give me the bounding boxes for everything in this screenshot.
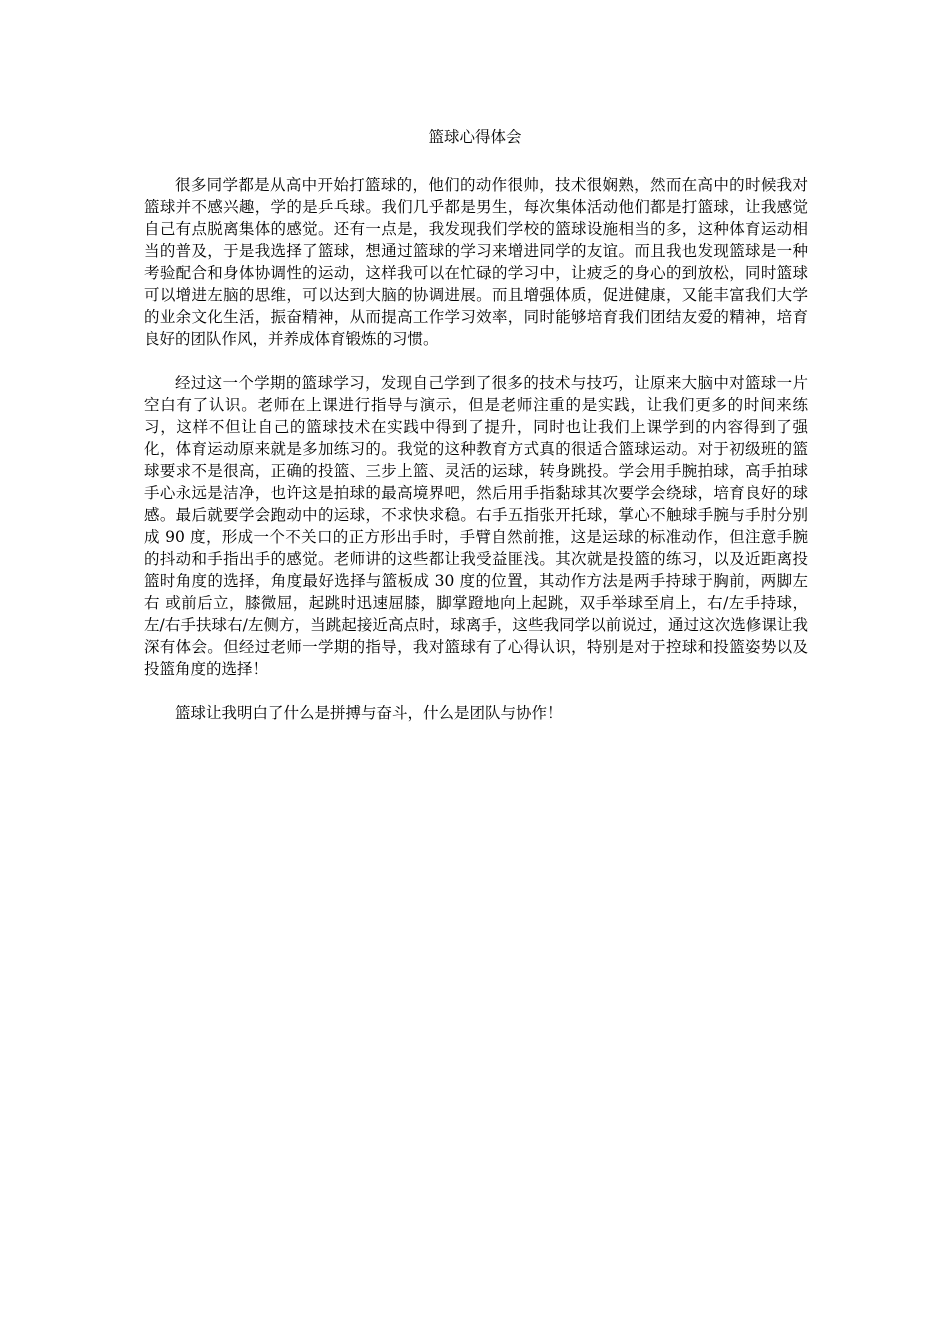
paragraph-2: 经过这一个学期的篮球学习，发现自己学到了很多的技术与技巧，让原来大脑中对篮球一片空白有了认识。老师在上课进行指导与演示，但是老师注重的是实践，让我们更多的时间来练习，这样不但让自己的篮球技术在实践中得到了提升，同时也让我们上课学到的内容得到了强化，体育运动原来就是多加练习的。我觉的这种教育方式真的很适合篮球运动。对于初级班的篮球要求不是很高，正确的投篮、三步上篮、灵活的运球，转身跳投。学会用手腕拍球，高手拍球手心永远是洁净，也许这是拍球的最高境界吧，然后用手指黏球其次要学会绕球，培育良好的球感。最后就要学会跑动中的运球，不求快求稳。右手五指张开托球，掌心不触球手腕与手肘分别成 90 度，形成一个不关口的正方形出手时，手臂自然前推，这是运球的标准动作，但注意手腕的抖动和手指出手的感觉。老师讲的这些都让我受益匪浅。其次就是投篮的练习，以及近距离投篮时角度的选择，角度最好选择与篮板成 30 度的位置，其动作方法是两手持球于胸前，两脚左右 或前后立，膝微屈，起跳时迅速屈膝，脚掌蹬地向上起跳，双手举球至肩上，右/左手持球，左/右手扶球右/左侧方，当跳起接近高点时，球离手，这些我同学以前说过，通过这次选修课让我深有体会。但经过老师一学期的指导，我对篮球有了心得认识，特别是对于控球和投篮姿势以及投篮角度的选择！ (144, 374, 808, 678)
paragraph-3: 篮球让我明白了什么是拼搏与奋斗，什么是团队与协作！ (175, 704, 563, 722)
document-title: 篮球心得体会 (428, 128, 522, 146)
paragraph-1: 很多同学都是从高中开始打篮球的，他们的动作很帅，技术很娴熟，然而在高中的时候我对篮球并不感兴趣，学的是乒乓球。我们几乎都是男生，每次集体活动他们都是打篮球，让我感觉自己有点脱离集体的感觉。还有一点是，我发现我们学校的篮球设施相当的多，这种体育运动相当的普及，于是我选择了篮球，想通过篮球的学习来增进同学的友谊。而且我也发现篮球是一种考验配合和身体协调性的运动，这样我可以在忙碌的学习中，让疲乏的身心的到放松，同时篮球可以增进左脑的思维，可以达到大脑的协调进展。而且增强体质，促进健康，又能丰富我们大学的业余文化生活，振奋精神，从而提高工作学习效率，同时能够培育我们团结友爱的精神，培育良好的团队作风，并养成体育锻炼的习惯。 (144, 176, 808, 348)
document-body (144, 174, 808, 746)
